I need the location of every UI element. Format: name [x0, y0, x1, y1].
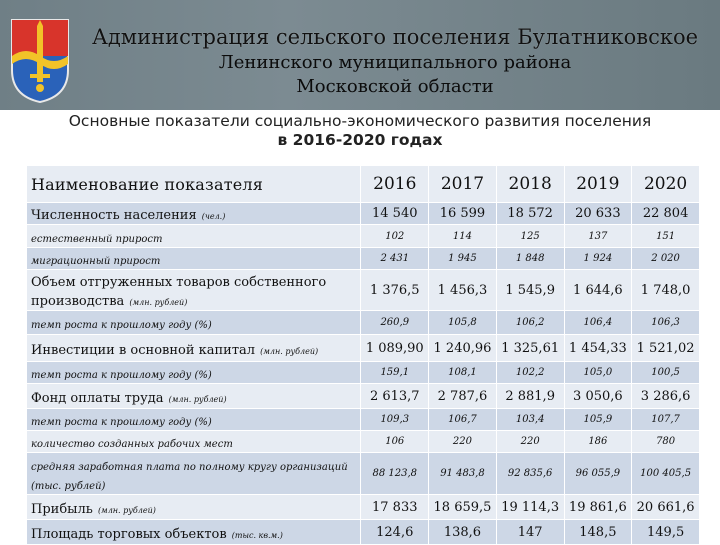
column-header-year: 2016 — [361, 166, 429, 203]
value-cell: 138,6 — [429, 520, 497, 545]
indicator-unit: (млн. рублей) — [97, 505, 156, 515]
value-cell: 106,4 — [564, 311, 632, 335]
subtitle-line-2: в 2016-2020 годах — [277, 131, 443, 149]
indicator-name-cell — [27, 362, 361, 384]
value-cell: 16 599 — [429, 203, 497, 225]
table-row — [27, 248, 700, 270]
value-cell: 124,6 — [361, 520, 429, 545]
indicator-name: Фонд оплаты труда — [31, 390, 164, 406]
column-header-year: 2019 — [564, 166, 632, 203]
value-cell: 18 659,5 — [429, 495, 497, 520]
indicator-name-cell — [27, 409, 361, 431]
value-cell: 1 945 — [429, 248, 497, 270]
value-cell: 3 286,6 — [632, 384, 700, 409]
value-cell: 2 431 — [361, 248, 429, 270]
indicator-name: темп роста к прошлому году (%) — [31, 370, 212, 381]
table-row — [27, 495, 700, 520]
value-cell: 1 456,3 — [429, 270, 497, 311]
value-cell: 2 787,6 — [429, 384, 497, 409]
value-cell: 159,1 — [361, 362, 429, 384]
table-body — [27, 203, 700, 545]
value-cell: 88 123,8 — [361, 453, 429, 495]
indicator-name: Численность населения — [31, 208, 197, 223]
value-cell: 1 545,9 — [496, 270, 564, 311]
title-line-2: Ленинского муниципального района — [218, 52, 572, 73]
value-cell: 114 — [429, 225, 497, 248]
indicator-unit: (тыс. кв.м.) — [231, 530, 283, 540]
title-line-1: Администрация сельского поселения Булатниковское — [91, 25, 699, 49]
value-cell: 125 — [496, 225, 564, 248]
indicator-unit: (чел.) — [201, 212, 226, 221]
value-cell: 3 050,6 — [564, 384, 632, 409]
value-cell: 19 114,3 — [496, 495, 564, 520]
table-row — [27, 335, 700, 362]
value-cell: 18 572 — [496, 203, 564, 225]
value-cell: 92 835,6 — [496, 453, 564, 495]
value-cell: 148,5 — [564, 520, 632, 545]
value-cell: 106 — [361, 431, 429, 453]
table-row — [27, 311, 700, 335]
table-header-row — [27, 166, 700, 203]
indicator-name: естественный прирост — [31, 233, 163, 245]
value-cell: 1 454,33 — [564, 335, 632, 362]
value-cell: 260,9 — [361, 311, 429, 335]
value-cell: 20 661,6 — [632, 495, 700, 520]
value-cell: 1 521,02 — [632, 335, 700, 362]
subtitle-line-1: Основные показатели социально-экономического развития поселения — [68, 112, 652, 130]
indicator-name: миграционный прирост — [31, 256, 161, 267]
value-cell: 17 833 — [361, 495, 429, 520]
value-cell: 1 848 — [496, 248, 564, 270]
indicator-unit: (млн. рублей) — [168, 394, 227, 404]
value-cell: 1 240,96 — [429, 335, 497, 362]
table-row — [27, 225, 700, 248]
table-row — [27, 453, 700, 495]
value-cell: 106,3 — [632, 311, 700, 335]
header-title — [80, 24, 710, 99]
table-row — [27, 409, 700, 431]
title-line-3: Московской области — [296, 76, 494, 97]
value-cell: 105,9 — [564, 409, 632, 431]
value-cell: 107,7 — [632, 409, 700, 431]
value-cell: 100 405,5 — [632, 453, 700, 495]
table-row — [27, 362, 700, 384]
value-cell: 149,5 — [632, 520, 700, 545]
page-subtitle — [0, 112, 720, 150]
value-cell: 91 483,8 — [429, 453, 497, 495]
indicator-name: Прибыль — [31, 501, 93, 517]
value-cell: 220 — [429, 431, 497, 453]
column-header-year: 2017 — [429, 166, 497, 203]
value-cell: 96 055,9 — [564, 453, 632, 495]
table-row — [27, 270, 700, 311]
value-cell: 106,2 — [496, 311, 564, 335]
indicator-unit: (млн. рублей) — [129, 298, 188, 307]
value-cell: 108,1 — [429, 362, 497, 384]
indicator-name: темп роста к прошлому году (%) — [31, 320, 212, 331]
column-header-name: Наименование показателя — [27, 166, 361, 203]
value-cell: 1 748,0 — [632, 270, 700, 311]
value-cell: 1 089,90 — [361, 335, 429, 362]
table-row — [27, 384, 700, 409]
column-header-year: 2020 — [632, 166, 700, 203]
indicator-name-cell — [27, 270, 361, 311]
value-cell: 2 020 — [632, 248, 700, 270]
value-cell: 1 325,61 — [496, 335, 564, 362]
table-row — [27, 520, 700, 545]
value-cell: 105,0 — [564, 362, 632, 384]
indicator-name-cell — [27, 520, 361, 545]
indicator-name: Площадь торговых объектов — [31, 526, 227, 542]
value-cell: 19 861,6 — [564, 495, 632, 520]
indicator-name: темп роста к прошлому году (%) — [31, 417, 212, 428]
table-row — [27, 203, 700, 225]
value-cell: 780 — [632, 431, 700, 453]
table-row — [27, 431, 700, 453]
value-cell: 102 — [361, 225, 429, 248]
value-cell: 1 376,5 — [361, 270, 429, 311]
value-cell: 20 633 — [564, 203, 632, 225]
value-cell: 109,3 — [361, 409, 429, 431]
value-cell: 103,4 — [496, 409, 564, 431]
value-cell: 2 881,9 — [496, 384, 564, 409]
indicator-name-cell — [27, 431, 361, 453]
indicator-name-cell — [27, 203, 361, 225]
value-cell: 1 644,6 — [564, 270, 632, 311]
value-cell: 102,2 — [496, 362, 564, 384]
value-cell: 220 — [496, 431, 564, 453]
value-cell: 100,5 — [632, 362, 700, 384]
value-cell: 22 804 — [632, 203, 700, 225]
value-cell: 1 924 — [564, 248, 632, 270]
value-cell: 106,7 — [429, 409, 497, 431]
value-cell: 105,8 — [429, 311, 497, 335]
indicator-name-cell — [27, 311, 361, 335]
indicator-name: средняя заработная плата по полному кругу организаций (тыс. рублей) — [31, 461, 348, 492]
column-header-year: 2018 — [496, 166, 564, 203]
indicators-table — [26, 165, 700, 545]
value-cell: 186 — [564, 431, 632, 453]
indicator-name-cell — [27, 248, 361, 270]
value-cell: 147 — [496, 520, 564, 545]
indicator-name-cell — [27, 225, 361, 248]
value-cell: 137 — [564, 225, 632, 248]
indicator-name: Инвестиции в основной капитал — [31, 342, 256, 358]
header-banner — [0, 0, 720, 110]
indicator-name-cell — [27, 335, 361, 362]
indicator-name-cell — [27, 453, 361, 495]
value-cell: 14 540 — [361, 203, 429, 225]
indicator-name-cell — [27, 384, 361, 409]
indicator-unit: (млн. рублей) — [260, 346, 319, 356]
indicator-name: Объем отгруженных товаров собственного производства — [31, 275, 327, 309]
indicator-name: количество созданных рабочих мест — [31, 439, 233, 450]
value-cell: 151 — [632, 225, 700, 248]
coat-of-arms-icon — [8, 16, 72, 104]
indicator-name-cell — [27, 495, 361, 520]
value-cell: 2 613,7 — [361, 384, 429, 409]
